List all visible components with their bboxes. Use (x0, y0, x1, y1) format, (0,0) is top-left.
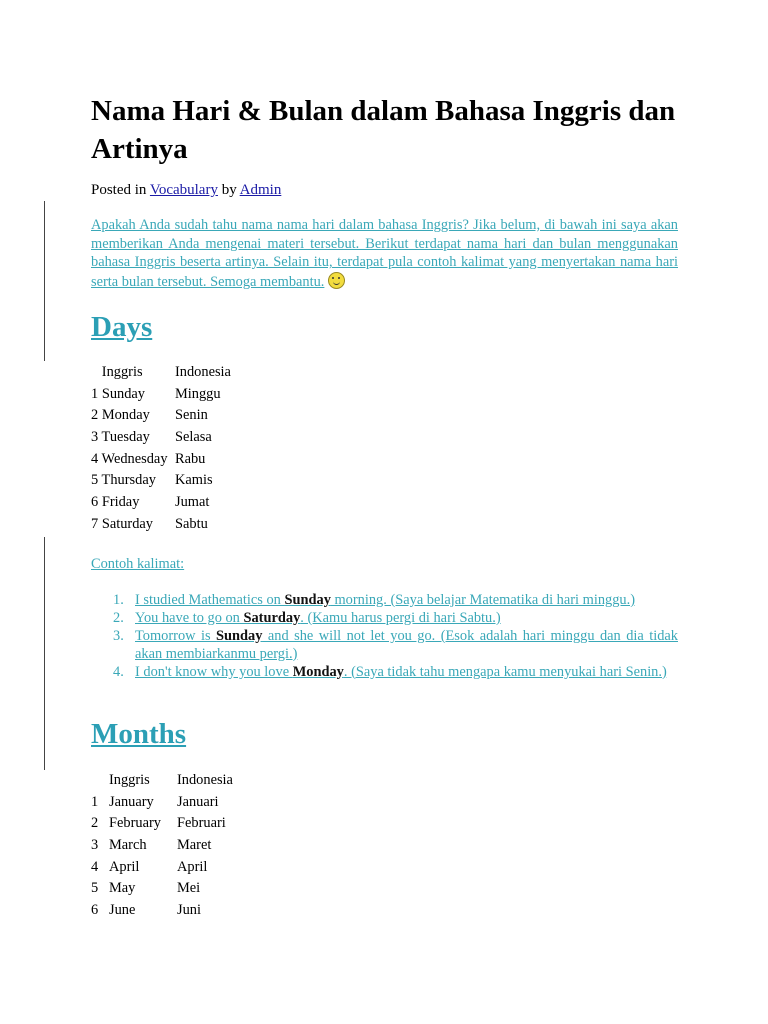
day-english-cell (91, 429, 175, 451)
month-indonesian: Maret (177, 837, 212, 854)
day-indonesian: Selasa (175, 429, 212, 446)
month-indonesian: April (177, 858, 208, 875)
day-english: Thursday (101, 472, 156, 489)
example-text[interactable]: and she will not let you go. (Esok adalah hari minggu dan dia tidak akan membiarkanmu pergi.) (135, 627, 678, 662)
article-title: Nama Hari & Bulan dalam Bahasa Inggris dan Artinya (91, 95, 676, 165)
table-row (91, 859, 233, 881)
row-number: 3 (91, 429, 99, 446)
example-text[interactable]: . (Saya tidak tahu mengapa kamu menyukai hari Senin.) (343, 663, 667, 680)
table-row (91, 516, 231, 538)
example-number: 2. (113, 609, 124, 626)
category-link[interactable]: Vocabulary (149, 182, 218, 198)
example-item[interactable] (113, 664, 678, 682)
margin-change-bar (44, 537, 45, 770)
row-number: 4 (91, 450, 99, 467)
example-item[interactable] (113, 610, 678, 628)
day-english-cell (91, 407, 175, 429)
day-english: Saturday (101, 515, 153, 532)
example-number: 4. (113, 663, 124, 680)
day-indonesian: Kamis (175, 472, 213, 489)
month-english: June (109, 902, 136, 919)
examples-list (113, 592, 678, 682)
table-row (91, 407, 231, 429)
days-heading[interactable]: Days (91, 311, 153, 343)
day-english: Friday (101, 494, 140, 511)
example-text[interactable]: You have to go on (135, 609, 244, 626)
months-heading[interactable]: Months (91, 718, 187, 750)
day-english: Wednesday (101, 450, 168, 467)
row-number: 5 (91, 880, 99, 897)
example-day-bold[interactable]: Monday (292, 663, 344, 680)
months-table (91, 772, 233, 924)
day-english-cell (91, 451, 175, 473)
example-text[interactable]: morning. (Saya belajar Matematika di hari minggu.) (330, 592, 636, 608)
examples-label[interactable]: Contoh kalimat: (91, 556, 185, 572)
row-number: 5 (91, 472, 99, 489)
example-text[interactable]: Tomorrow is (135, 627, 217, 644)
table-row (91, 837, 233, 859)
day-indonesian: Minggu (175, 385, 221, 402)
row-number: 1 (91, 793, 99, 810)
intro-text[interactable]: Apakah Anda sudah tahu nama nama hari dalam bahasa Inggris? Jika belum, di bawah ini saya akan memberikan Anda mengenai materi tersebut. Berikut terdapat nama hari dan bulan menggunakan bahasa Inggris beserta artinya. Selain itu, terdapat pula contoh kalimat yang menyertakan nama hari serta bulan tersebut. Semoga membantu. (91, 217, 678, 290)
row-number: 4 (91, 858, 99, 875)
row-number: 6 (91, 902, 99, 919)
example-item[interactable] (113, 628, 678, 664)
post-meta (91, 180, 281, 200)
day-english-cell (91, 386, 175, 408)
table-row (91, 429, 231, 451)
table-row (91, 472, 231, 494)
day-english: Tuesday (101, 429, 150, 446)
day-indonesian: Sabtu (175, 515, 208, 532)
example-text[interactable]: . (Kamu harus pergi di hari Sabtu.) (300, 609, 501, 626)
month-english: April (109, 858, 140, 875)
col-indonesian-header: Indonesia (175, 364, 231, 380)
month-english: January (109, 793, 154, 810)
row-number: 3 (91, 837, 99, 854)
example-item[interactable] (113, 592, 678, 610)
table-row (91, 794, 233, 816)
day-indonesian: Jumat (175, 494, 210, 511)
example-number: 1. (113, 592, 124, 608)
table-row (91, 880, 233, 902)
table-row (91, 451, 231, 473)
day-english-cell (91, 494, 175, 516)
example-day-bold[interactable]: Sunday (284, 592, 331, 608)
day-indonesian: Senin (175, 407, 208, 424)
month-indonesian: Juni (177, 902, 201, 919)
col-english-header: Inggris (109, 772, 150, 788)
author-link[interactable]: Admin (239, 182, 282, 198)
table-row (91, 494, 231, 516)
day-english-cell (91, 516, 175, 538)
row-number: 7 (91, 515, 99, 532)
days-table (91, 364, 231, 538)
example-text[interactable]: I studied Mathematics on (135, 592, 285, 608)
row-number: 2 (91, 407, 99, 424)
margin-change-bar (44, 201, 45, 361)
month-english: February (109, 815, 161, 832)
col-indonesian-header: Indonesia (177, 772, 233, 788)
table-row (91, 386, 231, 408)
col-number-header (91, 772, 109, 794)
table-row (91, 902, 233, 924)
table-header-row (91, 364, 231, 386)
month-indonesian: Januari (177, 793, 219, 810)
smiley-icon (328, 272, 345, 289)
month-english: May (109, 880, 136, 897)
intro-paragraph[interactable] (91, 216, 678, 291)
day-english-cell (91, 472, 175, 494)
example-day-bold[interactable]: Saturday (243, 609, 301, 626)
month-indonesian: Mei (177, 880, 201, 897)
month-indonesian: Februari (177, 815, 226, 832)
by-label: by (221, 182, 237, 198)
row-number: 1 (91, 385, 99, 402)
day-english: Sunday (101, 385, 145, 402)
example-text[interactable]: I don't know why you love (135, 663, 293, 680)
table-header-row (91, 772, 233, 794)
example-day-bold[interactable]: Sunday (216, 627, 263, 644)
posted-in-label: Posted in (91, 182, 147, 198)
day-indonesian: Rabu (175, 450, 206, 467)
row-number: 2 (91, 815, 99, 832)
month-english: March (109, 837, 147, 854)
row-number: 6 (91, 494, 99, 511)
col-english-header: Inggris (101, 364, 143, 380)
table-row (91, 815, 233, 837)
day-english: Monday (101, 407, 150, 424)
example-number: 3. (113, 627, 124, 644)
